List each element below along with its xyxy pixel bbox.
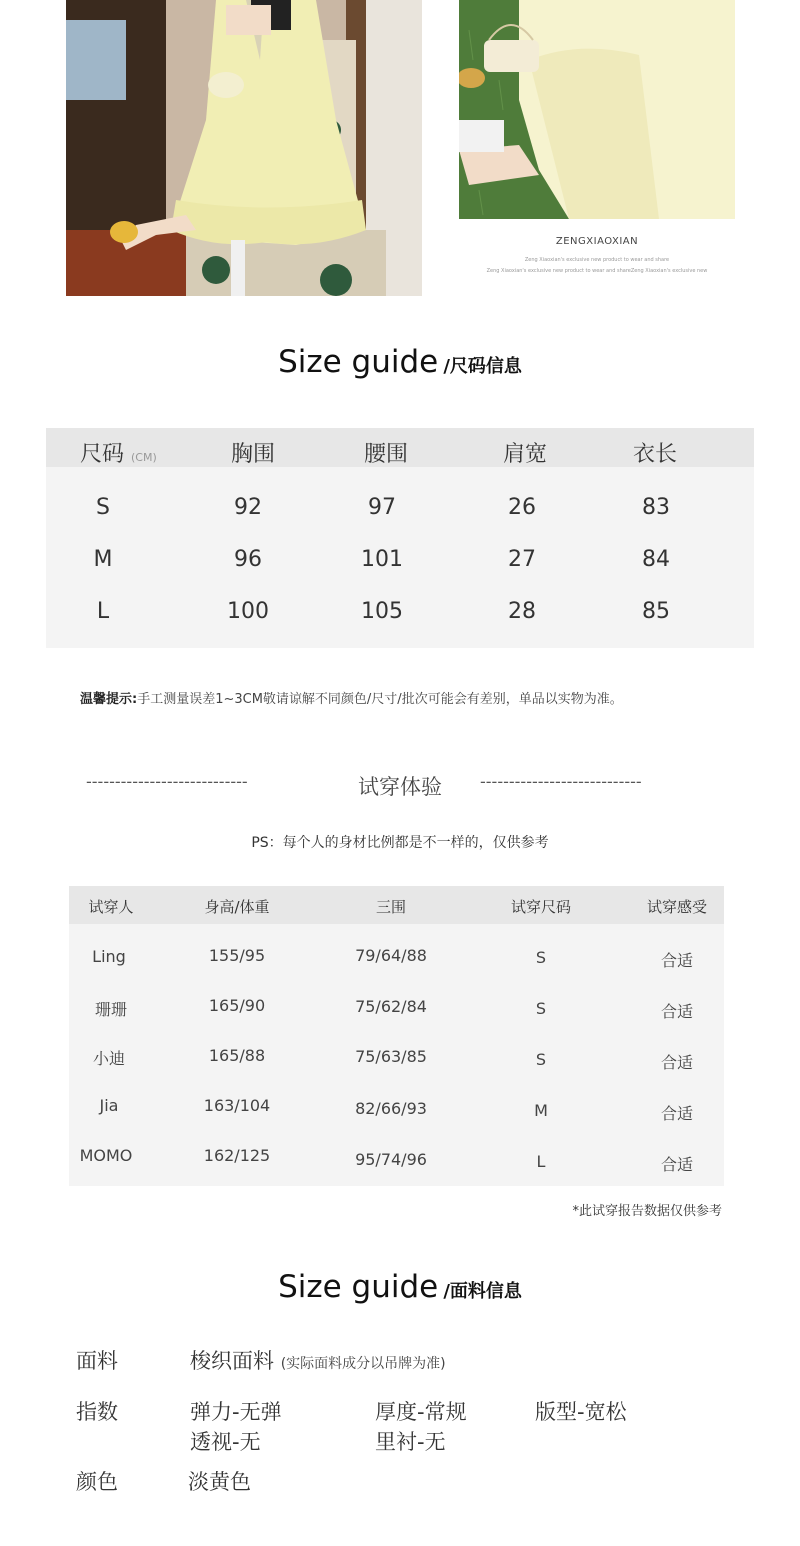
fit-cell: 165/88 xyxy=(208,1046,266,1065)
fit-cell: 珊珊 xyxy=(94,1000,127,1019)
size-cell: 101 xyxy=(361,547,403,572)
fit-cell: Ling xyxy=(92,947,126,966)
fit-cell: 合适 xyxy=(660,1002,693,1021)
warm-tip-text: 手工测量误差1~3CM敬请谅解不同颜色/尺寸/批次可能会有差别，单品以实物为准。 xyxy=(137,692,623,707)
fit-header-size: 试穿尺码 xyxy=(510,898,571,916)
fabric-index-label: 指数 xyxy=(76,1400,118,1424)
size-header-waist: 腰围 xyxy=(363,442,408,467)
fit-cell: MOMO xyxy=(79,1146,133,1165)
fabric-material-note: (实际面料成分以吊牌为准) xyxy=(280,1356,446,1372)
fit-header-height-weight: 身高/体重 xyxy=(204,898,270,916)
fit-cell: 163/104 xyxy=(203,1096,271,1115)
fit-cell: 小迪 xyxy=(92,1049,125,1068)
size-header-length: 衣长 xyxy=(632,442,677,467)
size-guide-title-zh: /尺码信息 xyxy=(443,356,522,377)
fabric-fit: 版型-宽松 xyxy=(535,1400,627,1424)
size-table xyxy=(46,428,754,648)
size-guide-title-en: Size guide xyxy=(278,344,439,380)
fit-cell: S xyxy=(535,999,547,1018)
fabric-title-en: Size guide xyxy=(278,1269,439,1305)
fit-header-feeling: 试穿感受 xyxy=(646,898,707,916)
size-cell: 97 xyxy=(368,495,396,520)
fabric-guide-heading xyxy=(0,1269,800,1305)
fit-cell: 79/64/88 xyxy=(355,946,427,965)
product-photo-right xyxy=(459,0,735,219)
product-photo-left xyxy=(66,0,422,296)
fit-cell: 75/63/85 xyxy=(355,1047,427,1066)
fabric-lining: 里衬-无 xyxy=(375,1430,446,1454)
size-cell: S xyxy=(96,495,110,520)
fit-cell: 155/95 xyxy=(208,946,266,965)
size-cell: 84 xyxy=(642,547,670,572)
size-guide-heading xyxy=(0,344,800,380)
fit-cell: 75/62/84 xyxy=(355,997,427,1016)
fabric-color-value: 淡黄色 xyxy=(188,1470,251,1494)
size-cell: M xyxy=(93,547,113,572)
dress-model-photo xyxy=(66,0,422,296)
fitting-note: *此试穿报告数据仅供参考 xyxy=(572,1204,722,1219)
grass-photo xyxy=(459,0,735,219)
dash-divider-left: ---------------------------- xyxy=(86,772,248,791)
size-cell: 105 xyxy=(361,599,403,624)
size-cell: 28 xyxy=(508,599,536,624)
warm-tip-label: 温馨提示: xyxy=(80,692,138,707)
fit-cell: S xyxy=(535,948,547,967)
fabric-material-value xyxy=(190,1345,446,1375)
size-header-chest: 胸围 xyxy=(230,442,275,467)
fabric-elasticity: 弹力-无弹 xyxy=(190,1400,282,1424)
fitting-ps: PS：每个人的身材比例都是不一样的，仅供参考 xyxy=(251,835,549,851)
size-header-size: 尺码 xyxy=(80,442,125,467)
fit-cell: 合适 xyxy=(660,1053,693,1072)
size-cell: 27 xyxy=(508,547,536,572)
fit-cell: 95/74/96 xyxy=(355,1150,427,1169)
size-cell: 92 xyxy=(234,495,262,520)
fabric-material-label: 面料 xyxy=(76,1349,118,1373)
size-cell: L xyxy=(96,599,110,624)
fit-cell: Jia xyxy=(99,1096,119,1115)
fitting-title: 试穿体验 xyxy=(358,775,442,799)
fabric-thickness: 厚度-常规 xyxy=(375,1400,467,1424)
brand-tagline-1: Zeng Xiaoxian's exclusive new product to wear and share xyxy=(524,257,670,263)
dash-divider-right: ---------------------------- xyxy=(480,772,642,791)
size-header-unit: (CM) xyxy=(131,451,157,464)
size-cell: 100 xyxy=(227,599,269,624)
brand-tagline-2: Zeng Xiaoxian's exclusive new product to wear and shareZeng Xiaoxian's exclusive new xyxy=(486,268,708,274)
fabric-color-label: 颜色 xyxy=(76,1470,118,1494)
fabric-transparency: 透视-无 xyxy=(190,1430,261,1454)
size-cell: 83 xyxy=(642,495,670,520)
fit-cell: 合适 xyxy=(660,1155,693,1174)
fit-cell: M xyxy=(534,1101,548,1120)
size-cell: 96 xyxy=(234,547,262,572)
fabric-title-zh: /面料信息 xyxy=(443,1281,522,1302)
size-header-shoulder: 肩宽 xyxy=(502,442,547,467)
brand-name: ZENGXIAOXIAN xyxy=(555,236,639,247)
fit-cell: 165/90 xyxy=(208,996,266,1015)
fit-cell: 82/66/93 xyxy=(355,1099,427,1118)
size-cell: 85 xyxy=(642,599,670,624)
size-cell: 26 xyxy=(508,495,536,520)
fit-cell: 合适 xyxy=(660,951,693,970)
fit-cell: L xyxy=(536,1152,546,1171)
warm-tip xyxy=(80,688,623,707)
size-header-label xyxy=(80,437,160,468)
fit-cell: 合适 xyxy=(660,1104,693,1123)
fit-cell: 162/125 xyxy=(203,1146,271,1165)
fit-header-measurements: 三围 xyxy=(375,898,406,916)
fit-cell: S xyxy=(535,1050,547,1069)
fit-header-person: 试穿人 xyxy=(88,898,134,916)
fabric-material-text: 梭织面料 xyxy=(190,1349,274,1373)
fitting-table xyxy=(69,886,724,1186)
